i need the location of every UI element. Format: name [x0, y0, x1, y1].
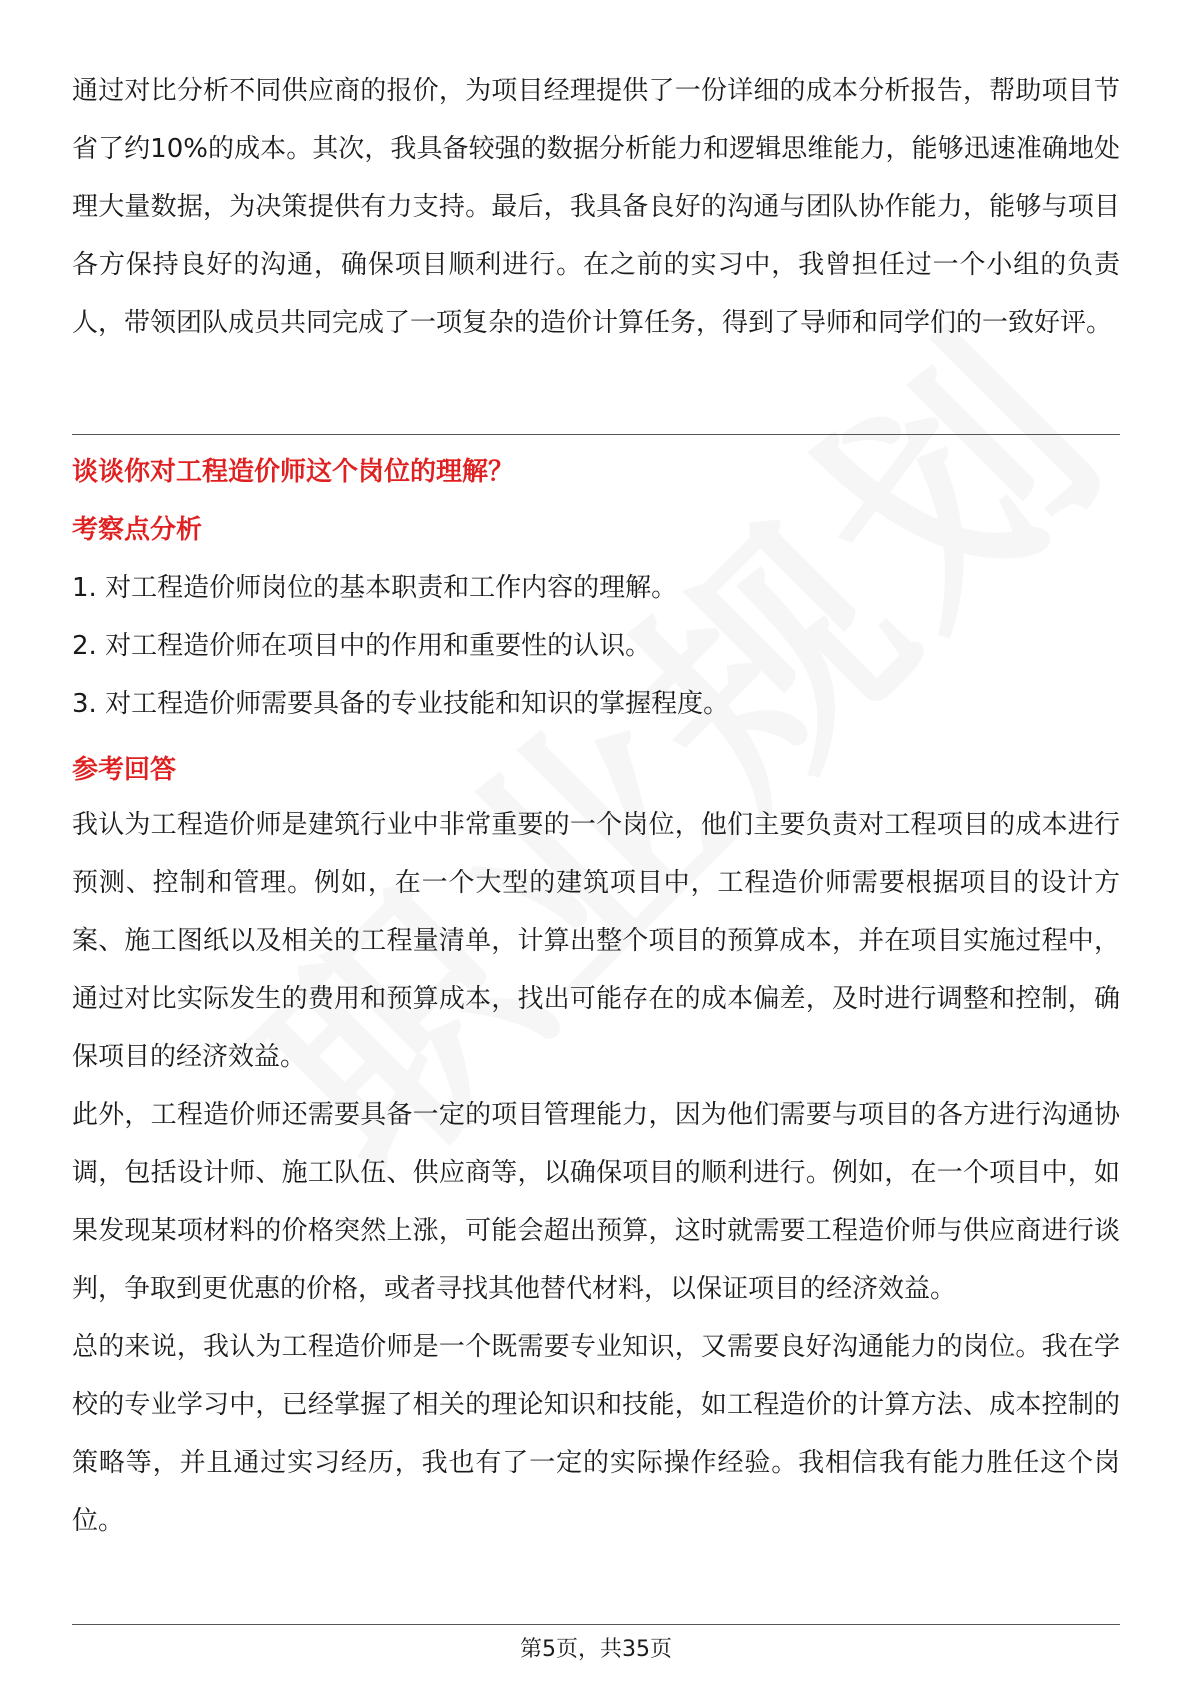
document-page [72, 0, 1120, 1684]
answer-body [72, 796, 1120, 1550]
answer-paragraph: 总的来说，我认为工程造价师是一个既需要专业知识，又需要良好沟通能力的岗位。我在学校的专业学习中，已经掌握了相关的理论知识和技能，如工程造价的计算方法、成本控制的策略等，并且通过实习经历，我也有了一定的实际操作经验。我相信我有能力胜任这个岗位。 [72, 1332, 1120, 1536]
answer-paragraph: 我认为工程造价师是建筑行业中非常重要的一个岗位，他们主要负责对工程项目的成本进行预测、控制和管理。例如，在一个大型的建筑项目中，工程造价师需要根据项目的设计方案、施工图纸以及相关的工程量清单，计算出整个项目的预算成本，并在项目实施过程中，通过对比实际发生的费用和预算成本，找出可能存在的成本偏差，及时进行调整和控制，确保项目的经济效益。 [72, 810, 1120, 1072]
answer-paragraph: 此外，工程造价师还需要具备一定的项目管理能力，因为他们需要与项目的各方进行沟通协调，包括设计师、施工队伍、供应商等，以确保项目的顺利进行。例如，在一个项目中，如果发现某项材料的价格突然上涨，可能会超出预算，这时就需要工程造价师与供应商进行谈判，争取到更优惠的价格，或者寻找其他替代材料，以保证项目的经济效益。 [72, 1100, 1120, 1304]
analysis-point: 1. 对工程造价师岗位的基本职责和工作内容的理解。 [72, 573, 678, 603]
section-divider [72, 434, 1120, 435]
question-title: 谈谈你对工程造价师这个岗位的理解？ [72, 457, 515, 487]
page-number: 第5页，共35页 [520, 1637, 672, 1662]
footer-divider [72, 1624, 1120, 1625]
analysis-point: 3. 对工程造价师需要具备的专业技能和知识的掌握程度。 [72, 689, 730, 719]
analysis-heading: 考察点分析 [72, 515, 203, 545]
analysis-point: 2. 对工程造价师在项目中的作用和重要性的认识。 [72, 631, 652, 661]
answer-heading: 参考回答 [72, 755, 177, 785]
intro-paragraph: 通过对比分析不同供应商的报价，为项目经理提供了一份详细的成本分析报告，帮助项目节省了约10%的成本。其次，我具备较强的数据分析能力和逻辑思维能力，能够迅速准确地处理大量数据，为决策提供有力支持。最后，我具备良好的沟通与团队协作能力，能够与项目各方保持良好的沟通，确保项目顺利进行。在之前的实习中，我曾担任过一个小组的负责人，带领团队成员共同完成了一项复杂的造价计算任务，得到了导师和同学们的一致好评。 [72, 76, 1120, 338]
analysis-point-list [72, 559, 729, 733]
